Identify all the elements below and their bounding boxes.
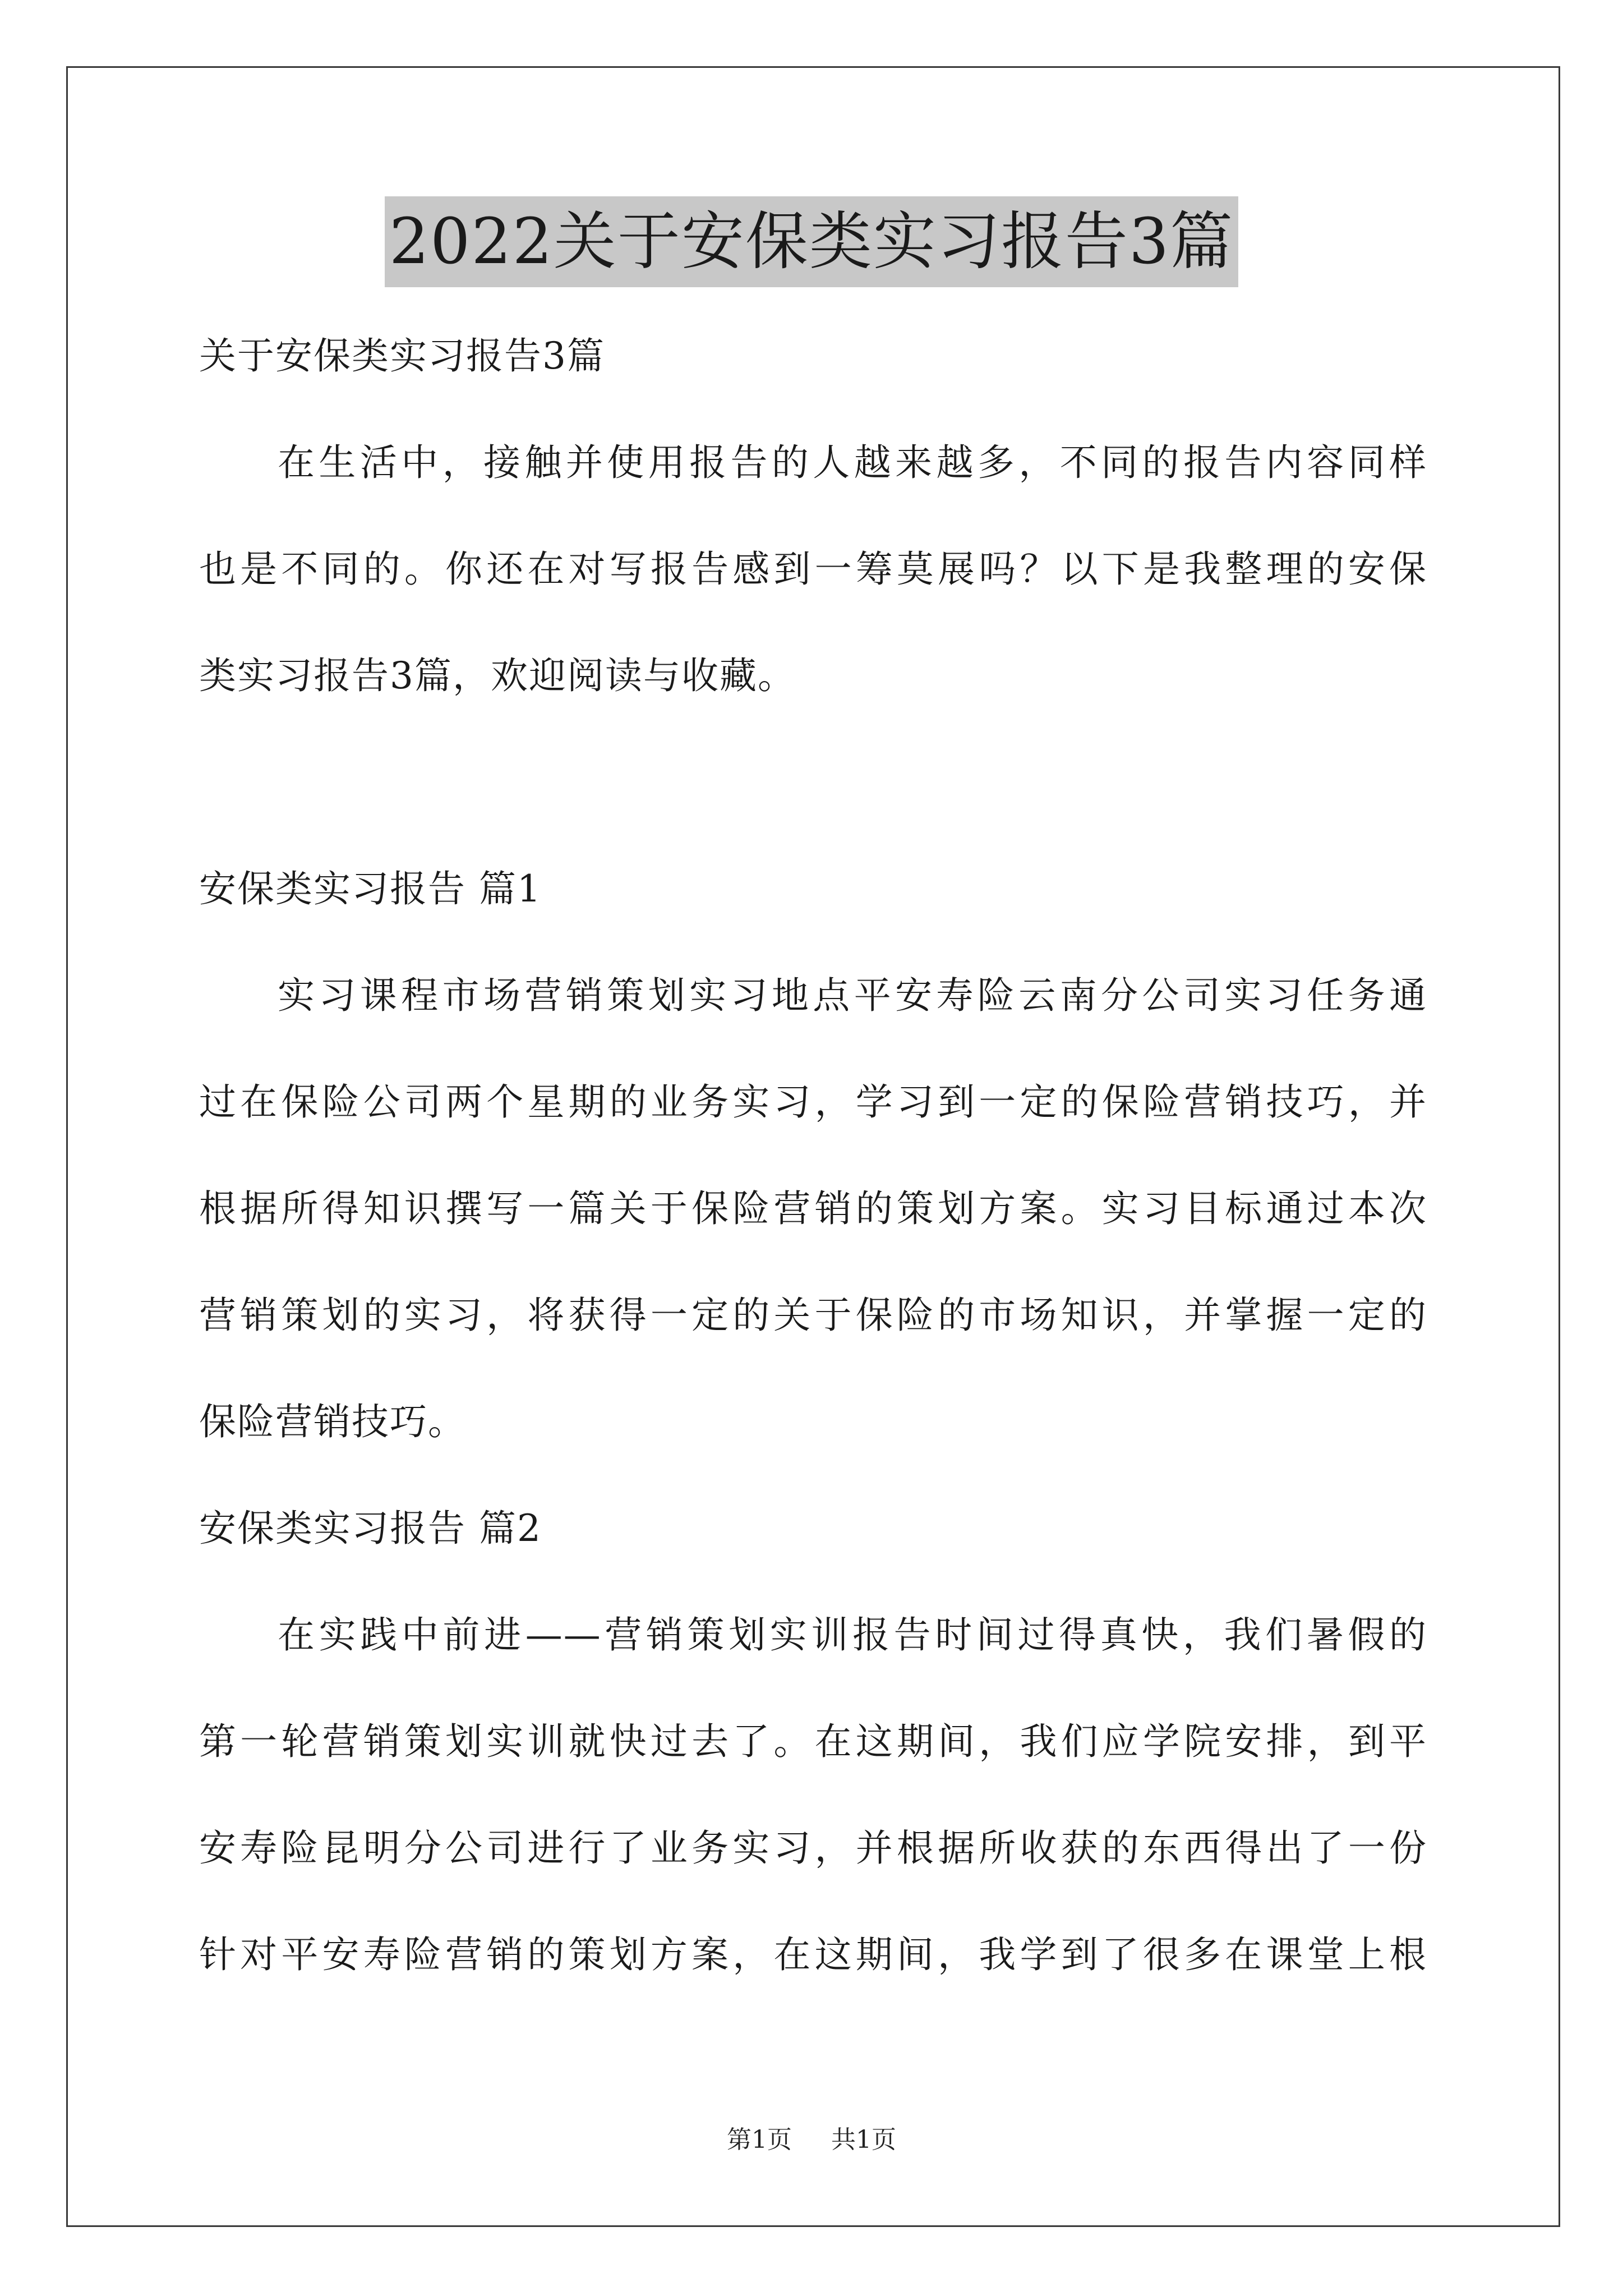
section1-line: 保险营销技巧。	[199, 1400, 466, 1443]
section1-line: 营销策划的实习，将获得一定的关于保险的市场知识，并掌握一定的	[199, 1294, 1427, 1337]
intro-line: 类实习报告3篇，欢迎阅读与收藏。	[199, 654, 796, 697]
section-heading-1: 安保类实习报告 篇1	[199, 867, 542, 910]
section1-line: 根据所得知识撰写一篇关于保险营销的策划方案。实习目标通过本次	[199, 1187, 1427, 1230]
section2-line: 针对平安寿险营销的策划方案，在这期间，我学到了很多在课堂上根	[199, 1933, 1427, 1976]
document-body	[199, 303, 1427, 2008]
page-total: 共1页	[831, 2125, 896, 2154]
spacer	[199, 729, 1427, 836]
section2-line: 第一轮营销策划实训就快过去了。在这期间，我们应学院安排，到平	[199, 1720, 1427, 1763]
section1-line: 过在保险公司两个星期的业务实习，学习到一定的保险营销技巧，并	[199, 1080, 1427, 1124]
section1-line: 实习课程市场营销策划实习地点平安寿险云南分公司实习任务通	[278, 974, 1427, 1017]
section-heading-2: 安保类实习报告 篇2	[199, 1507, 542, 1550]
document-title: 2022关于安保类实习报告3篇	[385, 196, 1238, 287]
page-number: 第1页	[727, 2125, 792, 2154]
intro-line: 也是不同的。你还在对写报告感到一筹莫展吗？以下是我整理的安保	[199, 547, 1427, 591]
title-wrapper	[0, 196, 1623, 287]
section2-line: 在实践中前进——营销策划实训报告时间过得真快，我们暑假的	[278, 1613, 1427, 1657]
intro-line: 在生活中，接触并使用报告的人越来越多，不同的报告内容同样	[278, 441, 1427, 484]
section2-line: 安寿险昆明分公司进行了业务实习，并根据所收获的东西得出了一份	[199, 1826, 1427, 1870]
page-footer	[0, 2123, 1623, 2157]
document-subtitle: 关于安保类实习报告3篇	[199, 334, 605, 378]
